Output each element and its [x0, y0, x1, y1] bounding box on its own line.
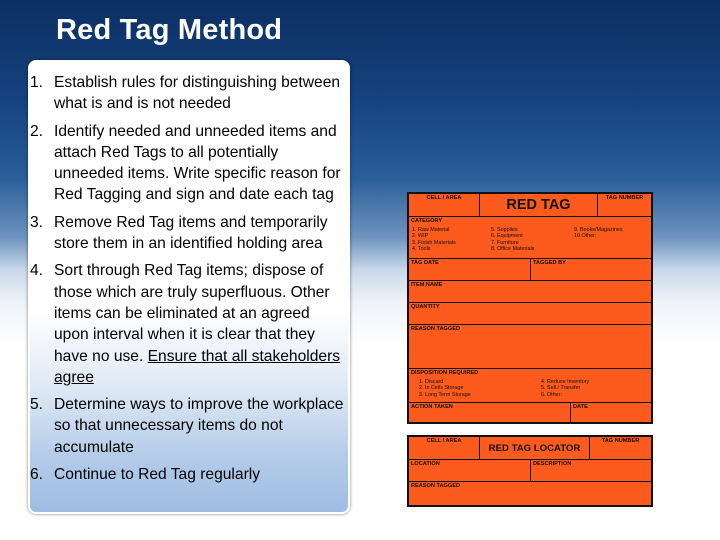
step-item	[30, 260, 344, 388]
red-tag-form	[407, 192, 653, 424]
date-label: DATE	[573, 404, 588, 410]
item-name-label: ITEM NAME	[411, 282, 443, 288]
locator-header-row	[409, 437, 651, 459]
step-text: Remove Red Tag items and temporarily store them in an identified holding area	[54, 213, 328, 253]
steps-panel	[28, 60, 350, 514]
tag-date-label: TAG DATE	[411, 260, 439, 266]
locator-title: RED TAG LOCATOR	[488, 443, 581, 454]
step-text: Determine ways to improve the workplace so that unnecessary items do not accumulate	[54, 396, 344, 456]
tag-header-row	[409, 194, 651, 216]
steps-list	[30, 72, 344, 491]
locator-tag-number-label: TAG NUMBER	[601, 438, 640, 444]
category-list-2: 5. Supplies 6. Equipment 7. Furniture 8. Office Materials	[491, 227, 535, 252]
step-text: Continue to Red Tag regularly	[54, 466, 261, 484]
action-taken-label: ACTION TAKEN	[411, 404, 453, 410]
reason-tagged-row	[409, 324, 651, 369]
item-name-row	[409, 280, 651, 303]
step-number: 6.	[30, 466, 44, 484]
step-text: Identify needed and unneeded items and attach Red Tags to all potentially unneeded items. Write specific reason for Red Tagging and sign and date each tag	[54, 122, 341, 204]
category-label: CATEGORY	[411, 218, 443, 224]
location-label: LOCATION	[411, 461, 440, 467]
tag-number-label: TAG NUMBER	[605, 195, 644, 201]
red-tag-title: RED TAG	[506, 197, 571, 213]
description-label: DESCRIPTION	[533, 461, 572, 467]
locator-location-row	[409, 459, 651, 482]
red-tag-locator-form	[407, 435, 653, 507]
quantity-label: QUANTITY	[411, 304, 440, 310]
step-item	[30, 121, 344, 206]
step-number: 5.	[30, 396, 44, 414]
step-text: Establish rules for distinguishing between what is and is not needed	[54, 74, 341, 113]
step-number: 1.	[30, 74, 44, 91]
step-text: Sort through Red Tag items; dispose of those which are truly superfluous. Other items can be eliminated at an agreed upon interval when it is clear that they have no use.	[54, 262, 330, 365]
reason-tagged-label: REASON TAGGED	[411, 326, 460, 332]
disposition-label: DISPOSITION REQUIRED	[411, 370, 479, 376]
action-taken-row	[409, 402, 651, 422]
cell-area-label: CELL / AREA	[426, 195, 462, 201]
disposition-list-2: 4. Reduce Inventory 5. Sell / Transfer 6. Other:	[541, 379, 590, 398]
tagged-by-label: TAGGED BY	[533, 260, 566, 266]
tag-date-row	[409, 258, 651, 281]
category-list-3: 9. Books/Magazines 10.Other:	[574, 227, 623, 240]
disposition-row	[409, 368, 651, 403]
step-item	[30, 212, 344, 255]
step-item	[30, 394, 344, 458]
step-item	[30, 464, 344, 485]
locator-cell-area-label: CELL / AREA	[426, 438, 462, 444]
slide-title: Red Tag Method	[56, 14, 283, 46]
step-number: 2.	[30, 122, 44, 140]
step-emphasis: Ensure that all stakeholders agree	[54, 347, 341, 386]
quantity-row	[409, 302, 651, 325]
step-item	[30, 72, 344, 115]
step-number: 3.	[30, 213, 44, 231]
category-row	[409, 216, 651, 259]
locator-reason-row	[409, 481, 651, 505]
locator-reason-tagged-label: REASON TAGGED	[411, 483, 460, 489]
step-number: 4.	[30, 262, 44, 280]
category-list-1: 1. Raw Material 2. WIP 3. Finish Materials 4. Tools	[412, 227, 456, 252]
disposition-list-1: 1. Discard 2. In Cells Storage 3. Long Term Storage	[419, 379, 471, 398]
